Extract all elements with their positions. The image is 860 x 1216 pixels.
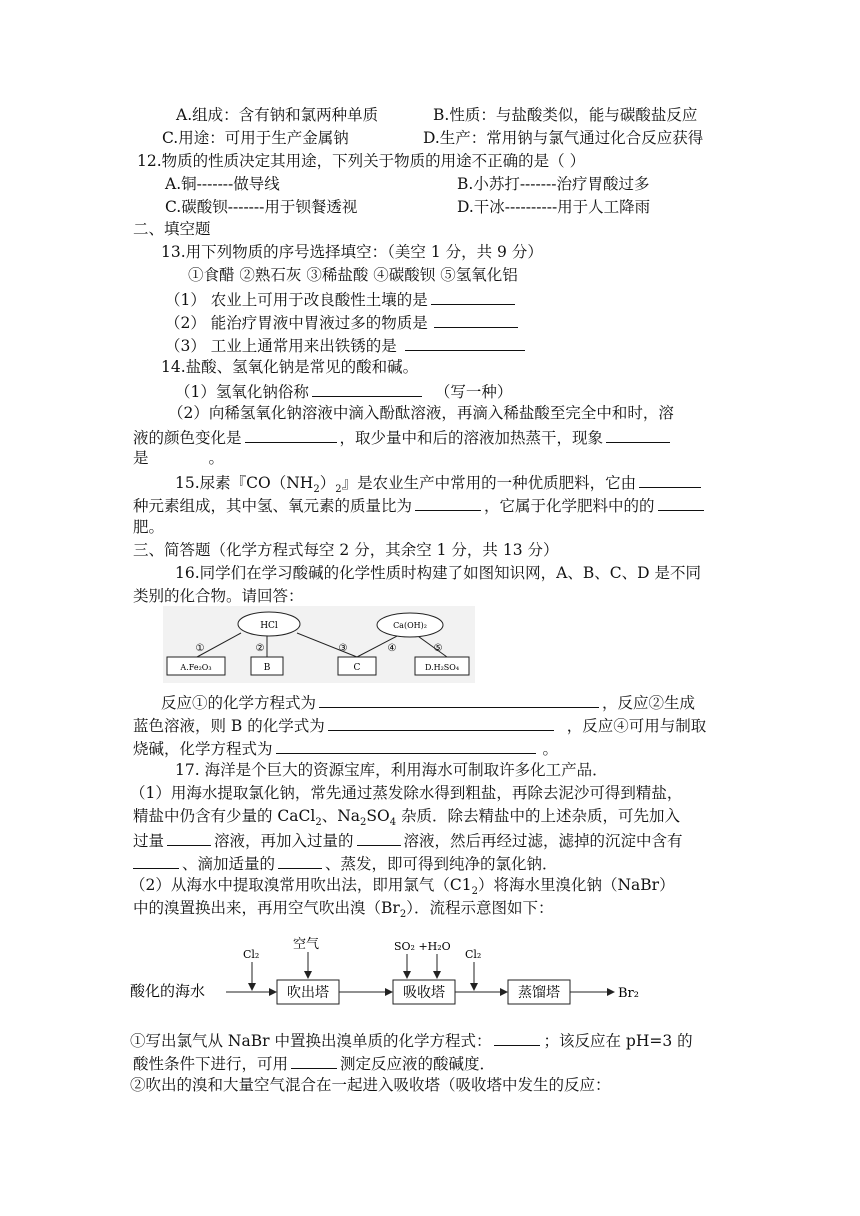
cl2-input-2-label: Cl₂: [465, 948, 482, 961]
q15-element-count-blank[interactable]: [639, 470, 701, 488]
blowout-tower-label: 吹出塔: [287, 985, 329, 1001]
q16-answer-line3: [133, 736, 558, 758]
q15-text-a: 15.尿素『CO（NH: [175, 474, 314, 492]
q13-part2-text: （2） 能治疗胃液中胃液过多的物质是: [165, 314, 428, 332]
q14-stem: 14.盐酸、氢氧化钠是常见的酸和碱。: [161, 358, 419, 376]
q14-part2-text-a: 液的颜色变化是: [133, 429, 242, 447]
reaction-number-1: ①: [195, 643, 205, 654]
q17-text-1c2: 溶液，再加入过量的: [214, 832, 354, 850]
q17-sub-5: 2: [399, 909, 407, 921]
q17-part1-line4: [133, 851, 558, 873]
q17-ph-tool-blank[interactable]: [291, 1051, 337, 1069]
q17-text-s1c: 酸性条件下进行，可用: [133, 1055, 289, 1073]
q12-stem: 12.物质的性质决定其用途，下列关于物质的用途不正确的是（ ）: [137, 152, 586, 170]
q13-part3-text: （3） 工业上通常用来出铁锈的是: [165, 337, 397, 355]
reaction-number-5: ⑤: [433, 643, 443, 654]
q17-reagent1-blank[interactable]: [167, 828, 211, 846]
q17-reagent2-blank[interactable]: [357, 828, 401, 846]
reaction-number-2: ②: [255, 643, 265, 654]
q15-line1: [175, 470, 704, 496]
q12-option-d: D.干冰----------用于人工降雨: [457, 198, 651, 216]
reaction-number-3: ③: [338, 643, 348, 654]
q17-text-1b3: SO: [366, 807, 390, 825]
q11-option-a: A.组成：含有钠和氯两种单质: [176, 106, 379, 124]
q17-sub-2: 2: [360, 817, 367, 829]
q13-options: ①食醋 ②熟石灰 ③稀盐酸 ④碳酸钡 ⑤氢氧化铝: [188, 266, 518, 284]
q14-part1-note: （写一种）: [434, 383, 513, 401]
distillation-tower-label: 蒸馏塔: [518, 985, 560, 1001]
q14-part2-text-b: ，取少量中和后的溶液加热蒸干，现象: [339, 429, 604, 447]
q12-option-a: A.铜-------做导线: [165, 175, 280, 193]
q15-fertilizer-type-blank[interactable]: [658, 493, 704, 511]
q17-text-2a1: （2）从海水中提取溴常用吹出法，即用氯气（C1: [130, 876, 472, 894]
q14-phenomenon-blank[interactable]: [606, 425, 670, 443]
q14-part2-end: 。: [208, 449, 225, 467]
q17-text-1c1: 过量: [133, 832, 165, 850]
q14-part2-line3: [133, 447, 224, 469]
q17-sub-1: 2: [315, 817, 322, 829]
q17-text-s1a: ①写出氯气从 NaBr 中置换出溴单质的化学方程式：: [130, 1032, 492, 1050]
q14-part1-blank[interactable]: [312, 379, 422, 397]
q14-part2-line2: [133, 425, 673, 447]
box-d-label: D.H₂SO₄: [424, 663, 460, 672]
q13-part1-blank[interactable]: [431, 287, 515, 305]
q17-part2-line2: [133, 897, 553, 919]
q17-part1-line2: [133, 805, 680, 827]
box-b-label: B: [263, 663, 271, 673]
q16-reaction4-equation-blank[interactable]: [276, 736, 536, 754]
q14-part1-text: （1）氢氧化钠俗称: [175, 383, 309, 401]
q17-reagent3-blank[interactable]: [278, 851, 322, 869]
q15-text-e: ，它属于化学肥料中的的: [484, 497, 655, 515]
q11-option-b: B.性质：与盐酸类似，能与碳酸盐反应: [433, 106, 698, 124]
q13-part2: [165, 310, 521, 332]
q17-precipitate-blank[interactable]: [133, 851, 179, 869]
br2-output-label: Br₂: [618, 986, 639, 1001]
hcl-label: HCl: [260, 621, 278, 631]
q14-part1: [175, 379, 512, 401]
cl2-input-1-label: Cl₂: [243, 948, 260, 961]
q16-b-formula-blank[interactable]: [328, 713, 554, 731]
q17-stem: 17. 海洋是个巨大的资源宝库，利用海水可制取许多化工产品．: [175, 761, 608, 779]
q13-part2-blank[interactable]: [434, 310, 518, 328]
box-a-label: A.Fe₂O₃: [180, 663, 212, 672]
q16-stem-line1: 16.同学们在学习酸碱的化学性质时构建了如图知识网，A、B、C、D 是不同: [175, 564, 701, 582]
q17-text-2a2: ）将海水里溴化钠（NaBr）: [477, 876, 675, 894]
q11-option-d: D.生产：常用钠与氯气通过化合反应获得: [423, 129, 704, 147]
q16-stem-line2: 类别的化合物。请回答：: [133, 587, 304, 605]
q16-text-3b: 。: [542, 740, 559, 758]
q17-part1-line1: （1）用海水提取氯化钠，常先通过蒸发除水得到粗盐，再除去泥沙可得到精盐，: [130, 784, 683, 802]
q15-sub-b: 2: [335, 484, 342, 496]
q17-step1-line1: [130, 1028, 693, 1050]
bromine-extraction-flow-diagram: [130, 930, 690, 1010]
q16-knowledge-network-diagram: [163, 606, 475, 683]
q13-stem: 13.用下列物质的序号选择填空：（美空 1 分，共 9 分）: [161, 243, 543, 261]
q17-text-1b4: 杂质．除去精盐中的上述杂质，可先加入: [396, 807, 681, 825]
q13-part1-text: （1） 农业上可用于改良酸性土壤的是: [165, 291, 428, 309]
q15-mass-ratio-blank[interactable]: [415, 493, 481, 511]
q12-option-b: B.小苏打-------治疗胃酸过多: [457, 175, 650, 193]
q14-color-change-blank[interactable]: [245, 425, 337, 443]
q11-option-c: C.用途：可用于生产金属钠: [162, 129, 349, 147]
so2-h2o-input-label: SO₂ +H₂O: [394, 940, 451, 953]
absorption-tower-label: 吸收塔: [403, 985, 445, 1001]
q13-part3: [165, 333, 528, 355]
q17-step2-line1: ②吹出的溴和大量空气混合在一起进入吸收塔（吸收塔中发生的反应：: [130, 1076, 611, 1094]
q15-text-b: ）: [319, 474, 336, 492]
q14-part2-text-c: 是: [133, 449, 149, 467]
q17-sub-4: 2: [471, 886, 478, 898]
q17-text-1b2: 、Na: [321, 807, 361, 825]
q13-part3-blank[interactable]: [405, 333, 525, 351]
q17-step1-line2: [133, 1051, 495, 1073]
q12-option-c: C.碳酸钡-------用于钡餐透视: [165, 198, 358, 216]
q15-text-d: 种元素组成，其中氢、氧元素的质量比为: [133, 497, 413, 515]
q16-text-3a: 烧碱，化学方程式为: [133, 740, 273, 758]
q17-cl2-nabr-equation-blank[interactable]: [494, 1028, 540, 1046]
q17-text-2b1: 中的溴置换出来，再用空气吹出溴（Br: [133, 899, 400, 917]
q17-text-1d1: 、滴加适量的: [182, 855, 276, 873]
section-heading-short-answer: 三、简答题（化学方程式每空 2 分，其余空 1 分，共 13 分）: [133, 541, 559, 559]
q17-text-1c3: 溶液，然后再经过滤，滤掉的沉淀中含有: [403, 832, 683, 850]
q15-line3: 肥。: [133, 518, 165, 536]
caoh2-label: Ca(OH)₂: [393, 621, 427, 630]
q17-part2-line1: [130, 874, 675, 896]
q14-part2-line1: （2）向稀氢氧化钠溶液中滴入酚酞溶液，再滴入稀盐酸至完全中和时，溶: [168, 404, 674, 422]
acidified-seawater-label: 酸化的海水: [130, 982, 206, 1000]
q17-text-1b1: 精盐中仍含有少量的 CaCl: [133, 807, 316, 825]
q15-sub-a: 2: [313, 484, 320, 496]
q16-answer-line2: [133, 713, 706, 735]
q16-text-1a: 反应①的化学方程式为: [161, 694, 317, 712]
q17-text-s1d: 测定反应液的酸碱度．: [340, 1055, 496, 1073]
q17-text-1d2: 、蒸发，即可得到纯净的氯化钠．: [325, 855, 558, 873]
q16-text-1b: ，反应②生成: [602, 694, 696, 712]
box-c-label: C: [353, 663, 361, 673]
q16-text-2a: 蓝色溶液，则 B 的化学式为: [133, 717, 325, 735]
q15-text-c: 』是农业生产中常用的一种优质肥料，它由: [341, 474, 637, 492]
q16-answer-line1: [161, 690, 695, 712]
q17-text-2b2: ）．流程示意图如下：: [406, 899, 554, 917]
q15-line2: [133, 493, 707, 515]
q17-part1-line3: [133, 828, 683, 850]
air-input-label: 空气: [293, 937, 320, 952]
reaction-number-4: ④: [387, 643, 397, 654]
q17-text-s1b: ；该反应在 pH=3 的: [543, 1032, 693, 1050]
q16-reaction1-equation-blank[interactable]: [319, 690, 599, 708]
section-heading-fill-in: 二、填空题: [133, 220, 211, 238]
q17-sub-3: 4: [389, 817, 397, 829]
q16-text-2b: ，反应④可用与制取: [566, 717, 707, 735]
q13-part1: [165, 287, 518, 309]
